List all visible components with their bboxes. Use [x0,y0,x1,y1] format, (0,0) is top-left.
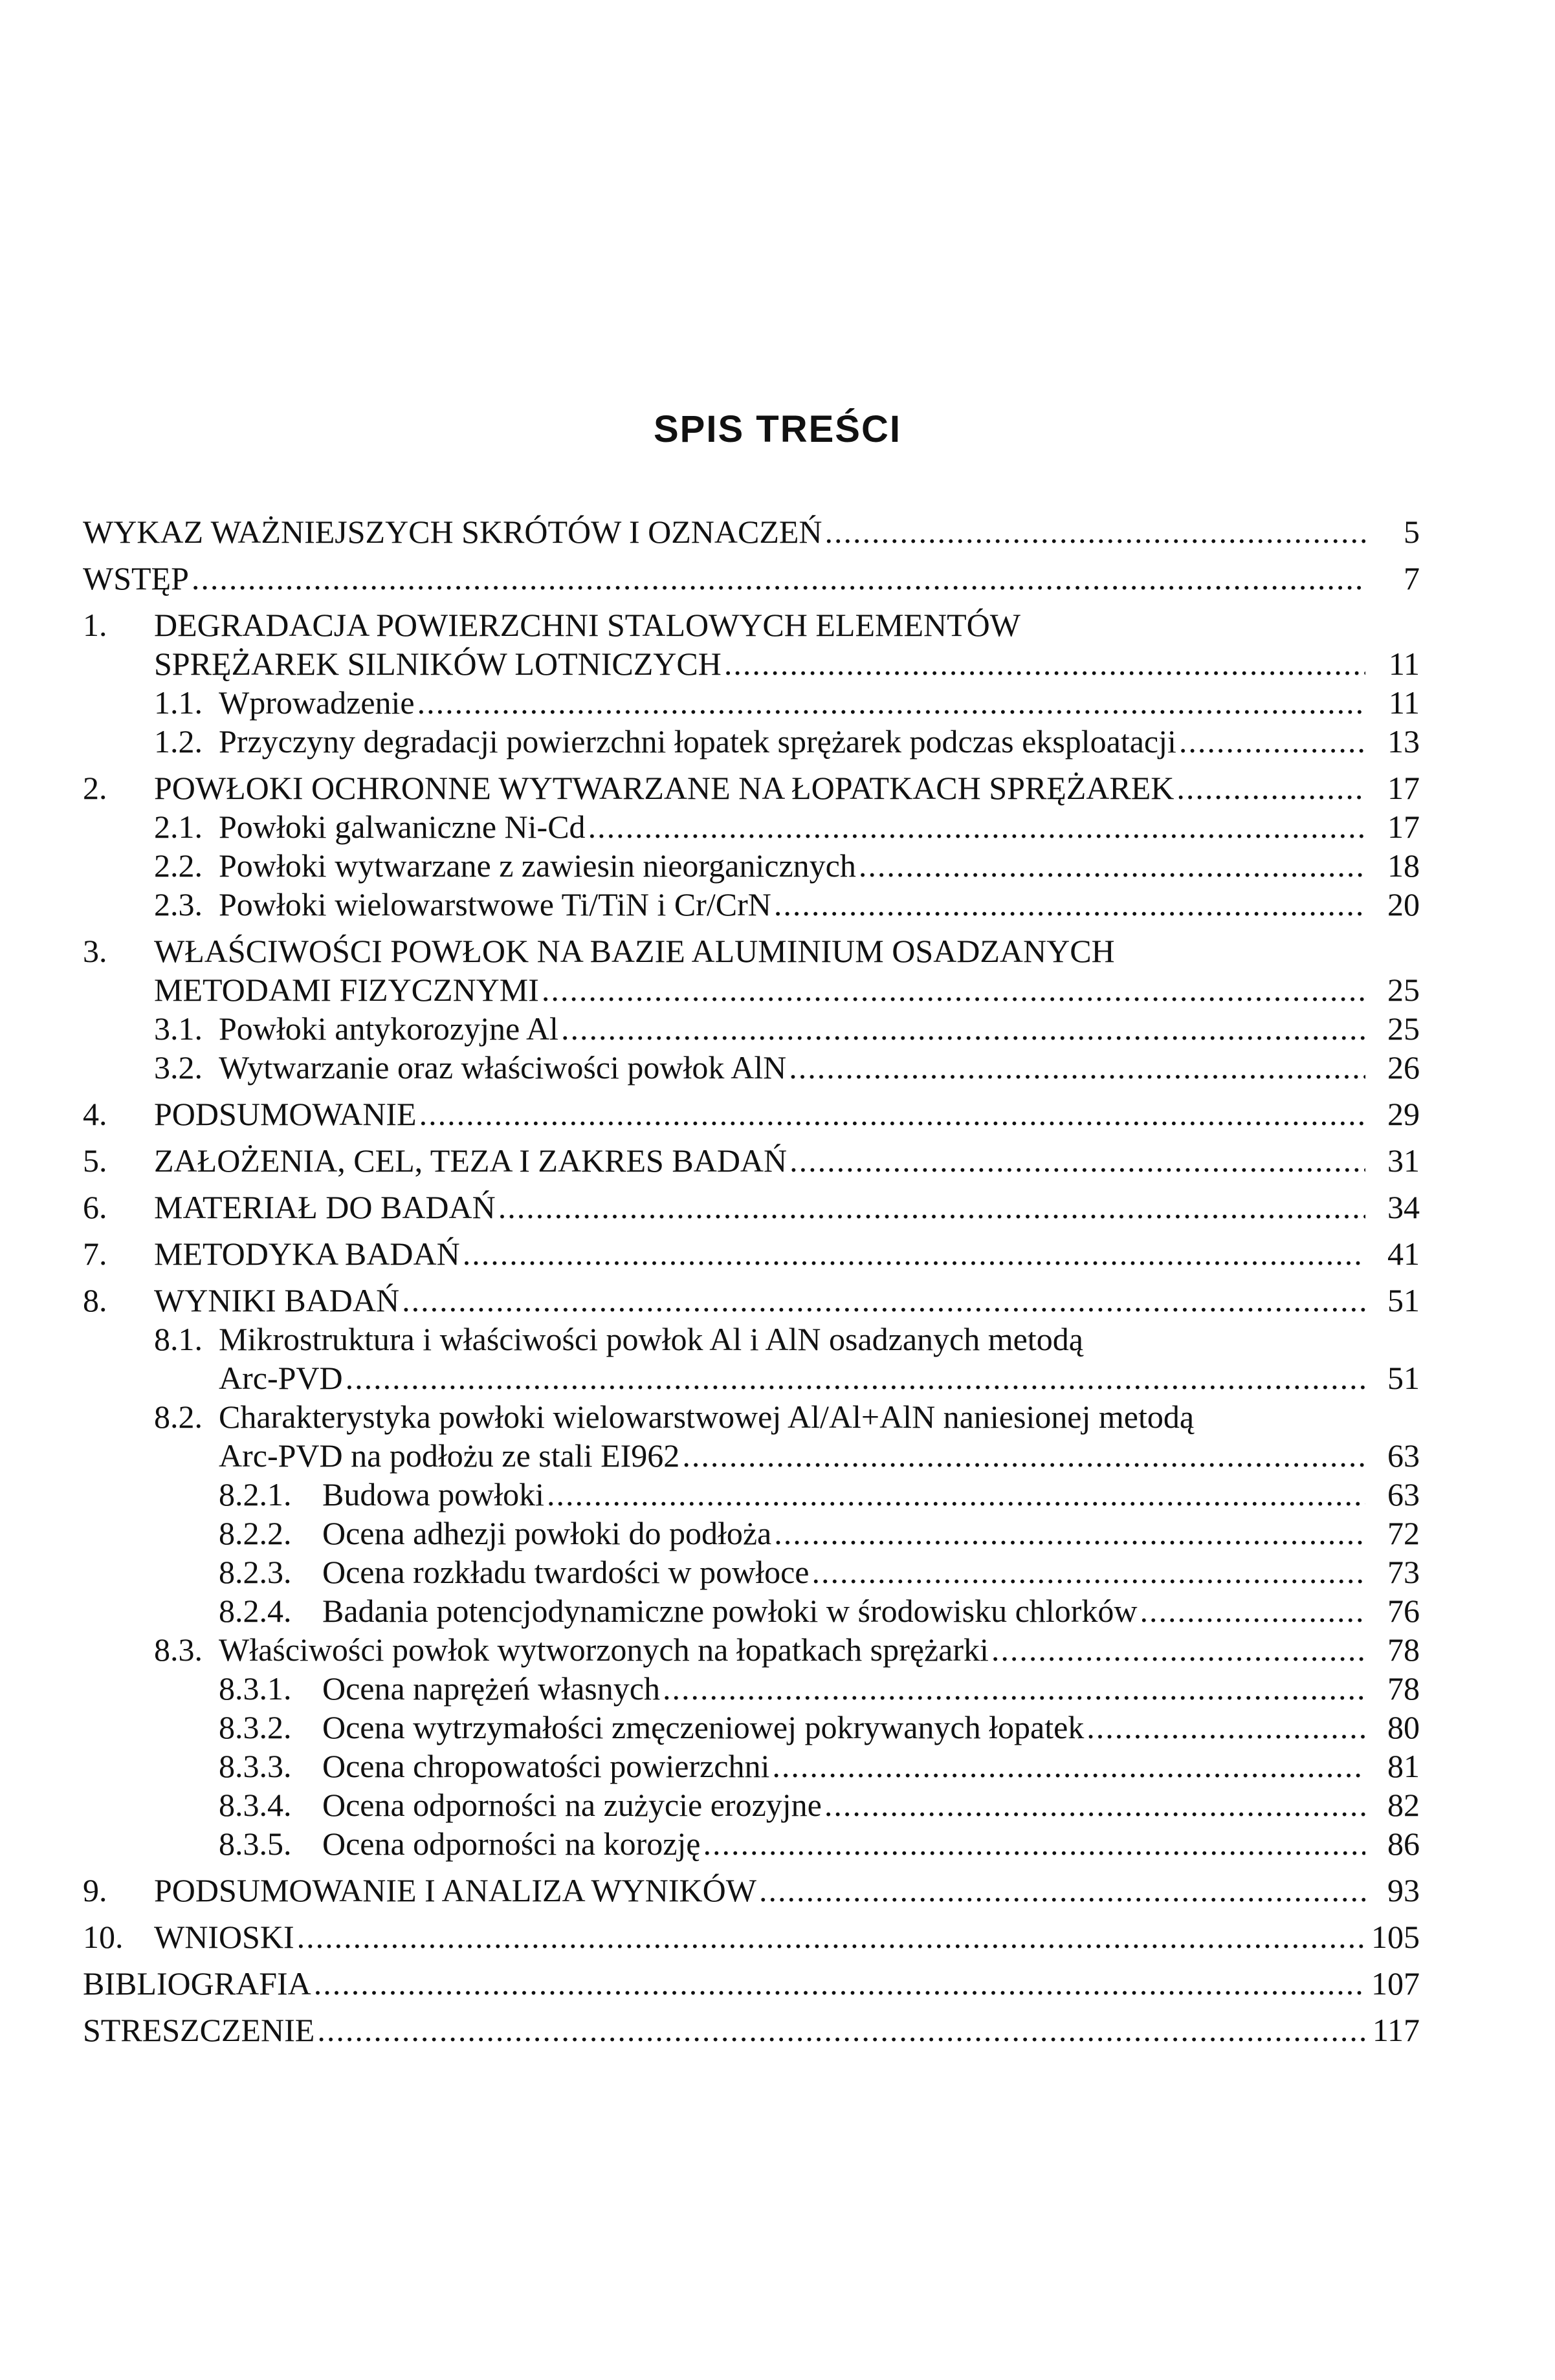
dot-leader [314,1964,1365,2003]
toc-entry[interactable] [83,1141,1420,1180]
toc-entry-text: Ocena adhezji powłoki do podłoża [322,1515,772,1551]
toc-entry-page: 86 [1387,1826,1420,1862]
toc-entry-text: Arc-PVD [219,1360,343,1396]
toc-entry-number: 8. [83,1282,107,1318]
toc-entry-continuation[interactable] [83,1436,1420,1475]
dot-leader [588,807,1365,846]
toc-entry-page: 17 [1387,809,1420,845]
dot-leader [1086,1708,1365,1747]
toc-entry[interactable] [83,606,1420,644]
toc-entry[interactable] [83,683,1420,722]
dot-leader [859,846,1365,885]
toc-entry-page: 51 [1387,1282,1420,1318]
toc-entry-page: 25 [1387,1010,1420,1047]
toc-entry-page: 107 [1371,1965,1420,2002]
toc-entry[interactable] [83,1188,1420,1227]
toc-entry[interactable] [83,1917,1420,1956]
toc-entry[interactable] [83,1871,1420,1910]
dot-leader [682,1436,1365,1475]
dot-leader [789,1048,1365,1087]
toc-entry-page: 41 [1387,1236,1420,1272]
toc-entry-continuation[interactable] [83,970,1420,1009]
dot-leader [547,1475,1365,1514]
toc-entry-page: 31 [1387,1142,1420,1179]
toc-entry-text-line1: DEGRADACJA POWIERZCHNI STALOWYCH ELEMENTÓW [154,607,1020,643]
toc-entry-number: 5. [83,1142,107,1179]
toc-entry-text: Powłoki antykorozyjne Al [219,1010,558,1047]
toc-entry[interactable] [83,1048,1420,1087]
toc-entry-number: 8.2. [154,1399,203,1435]
toc-entry-text: Arc-PVD na podłożu ze stali EI962 [219,1437,680,1474]
toc-entry[interactable] [83,1095,1420,1133]
toc-entry-number: 8.1. [154,1321,203,1357]
toc-entry-number: 2.1. [154,809,203,845]
toc-entry-page: 78 [1387,1670,1420,1707]
dot-leader [1179,722,1365,761]
toc-entry-page: 13 [1387,723,1420,759]
toc-entry[interactable] [83,1824,1420,1863]
toc-entry-text: PODSUMOWANIE I ANALIZA WYNIKÓW [154,1872,756,1908]
toc-entry[interactable] [83,1747,1420,1785]
toc-entry-text: WSTĘP [83,560,189,596]
toc-entry[interactable] [83,1281,1420,1320]
toc-entry-text: BIBLIOGRAFIA [83,1965,311,2002]
dot-leader [192,559,1365,598]
toc-entry-text-line1: Mikrostruktura i właściwości powłok Al i AlN osadzanych metodą [219,1321,1083,1357]
toc-entry-page: 72 [1387,1515,1420,1551]
dot-leader [824,1785,1365,1824]
toc-entry-page: 11 [1388,684,1420,721]
dot-leader [789,1141,1365,1180]
toc-entry-text: Budowa powłoki [322,1476,545,1512]
toc-entry-number: 3.1. [154,1010,203,1047]
toc-entry-number: 4. [83,1096,107,1132]
toc-entry[interactable] [83,512,1420,551]
toc-entry[interactable] [83,769,1420,807]
toc-entry-number: 3.2. [154,1049,203,1086]
toc-entry-number: 8.3.2. [219,1709,292,1745]
toc-entry-page: 26 [1387,1049,1420,1086]
toc-entry-text: Ocena odporności na korozję [322,1826,701,1862]
dot-leader [542,970,1365,1009]
dot-leader [825,512,1365,551]
toc-entry-number: 6. [83,1189,107,1225]
toc-entry-text: Właściwości powłok wytworzonych na łopatkach sprężarki [219,1632,989,1668]
dot-leader [417,683,1365,722]
toc-entry-page: 63 [1387,1476,1420,1512]
toc-entry[interactable] [83,1964,1420,2003]
toc-entry-page: 5 [1404,514,1420,550]
toc-entry-text: Ocena odporności na zużycie erozyjne [322,1787,822,1823]
dot-leader [703,1824,1366,1863]
toc-entry-text: Powłoki wytwarzane z zawiesin nieorganicznych [219,847,856,884]
toc-entry-number: 8.3. [154,1632,203,1668]
dot-leader [991,1630,1365,1669]
toc-entry-page: 51 [1387,1360,1420,1396]
toc-entry[interactable] [83,1785,1420,1824]
toc-entry-page: 78 [1387,1632,1420,1668]
dot-leader [297,1917,1365,1956]
toc-entry-page: 82 [1387,1787,1420,1823]
dot-leader [774,885,1365,924]
dot-leader [419,1095,1365,1133]
dot-leader [498,1188,1365,1227]
toc-entry-text: Wprowadzenie [219,684,415,721]
toc-entry[interactable] [83,1591,1420,1630]
toc-entry-page: 17 [1387,770,1420,806]
dot-leader [1176,769,1365,807]
toc-entry-page: 63 [1387,1437,1420,1474]
toc-entry-number: 1.1. [154,684,203,721]
toc-entry-number: 8.3.5. [219,1826,292,1862]
toc-entry-text: STRESZCZENIE [83,2012,315,2048]
dot-leader [759,1871,1365,1910]
toc-entry-text: Ocena naprężeń własnych [322,1670,660,1707]
dot-leader [812,1553,1366,1591]
toc-entry-page: 117 [1372,2012,1420,2048]
toc-entry-text: METODYKA BADAŃ [154,1236,460,1272]
toc-entry[interactable] [83,846,1420,885]
toc-entry-number: 7. [83,1236,107,1272]
toc-entry-text: WYNIKI BADAŃ [154,1282,400,1318]
toc-entry-number: 8.3.3. [219,1748,292,1784]
toc-entry-text: Przyczyny degradacji powierzchni łopatek sprężarek podczas eksploatacji [219,723,1176,759]
toc-entry-text: SPRĘŻAREK SILNIKÓW LOTNICZYCH [154,646,722,682]
toc-entry-text: Ocena chropowatości powierzchni [322,1748,770,1784]
toc-entry-text: Wytwarzanie oraz właściwości powłok AlN [219,1049,787,1086]
toc-entry[interactable] [83,885,1420,924]
toc-entry-text-line1: WŁAŚCIWOŚCI POWŁOK NA BAZIE ALUMINIUM OSADZANYCH [154,933,1115,969]
toc-entry-continuation[interactable] [83,1359,1420,1397]
toc-entry-page: 7 [1404,560,1420,596]
dot-leader [402,1281,1365,1320]
toc-entry-text: METODAMI FIZYCZNYMI [154,972,539,1008]
toc-entry[interactable] [83,559,1420,598]
toc-entry-number: 8.2.2. [219,1515,292,1551]
toc-entry[interactable] [83,807,1420,846]
page-title: SPIS TREŚCI [654,408,901,450]
dot-leader [774,1514,1365,1553]
toc-entry-text-line1: Charakterystyka powłoki wielowarstwowej Al/Al+AlN naniesionej metodą [219,1399,1195,1435]
dot-leader [724,644,1365,683]
dot-leader [772,1747,1365,1785]
toc-entry-continuation[interactable] [83,644,1420,683]
toc-entry-page: 11 [1388,646,1420,682]
toc-entry-number: 8.2.4. [219,1593,292,1629]
toc-entry-number: 9. [83,1872,107,1908]
toc-entry-number: 8.2.3. [219,1554,292,1590]
toc-entry[interactable] [83,1320,1420,1359]
toc-entry-number: 1.2. [154,723,203,759]
toc-entry-number: 8.3.4. [219,1787,292,1823]
toc-entry-text: Ocena wytrzymałości zmęczeniowej pokrywanych łopatek [322,1709,1085,1745]
toc-entry-page: 29 [1387,1096,1420,1132]
dot-leader [1140,1591,1365,1630]
table-of-contents [83,512,1420,2049]
toc-entry[interactable] [83,1669,1420,1708]
toc-entry-page: 20 [1387,886,1420,923]
toc-entry-number: 2. [83,770,107,806]
toc-entry-number: 8.2.1. [219,1476,292,1512]
toc-entry-page: 81 [1387,1748,1420,1784]
dot-leader [317,2011,1365,2049]
dot-leader [561,1009,1365,1048]
toc-entry[interactable] [83,1009,1420,1048]
toc-entry-page: 25 [1387,972,1420,1008]
toc-entry[interactable] [83,1514,1420,1553]
toc-entry-text: POWŁOKI OCHRONNE WYTWARZANE NA ŁOPATKACH SPRĘŻAREK [154,770,1175,806]
toc-entry-page: 76 [1387,1593,1420,1629]
dot-leader [663,1669,1365,1708]
toc-entry-text: Badania potencjodynamiczne powłoki w środowisku chlorków [322,1593,1138,1629]
toc-entry[interactable] [83,722,1420,761]
toc-entry-number: 8.3.1. [219,1670,292,1707]
toc-entry[interactable] [83,2011,1420,2049]
toc-entry-text: Ocena rozkładu twardości w powłoce [322,1554,810,1590]
toc-entry[interactable] [83,1553,1420,1591]
toc-entry-number: 2.3. [154,886,203,923]
toc-entry-text: WNIOSKI [154,1919,294,1955]
toc-entry[interactable] [83,1475,1420,1514]
dot-leader [346,1359,1365,1397]
toc-entry-page: 18 [1387,847,1420,884]
toc-entry-page: 34 [1387,1189,1420,1225]
toc-entry-text: PODSUMOWANIE [154,1096,417,1132]
dot-leader [463,1234,1365,1273]
toc-entry-page: 105 [1371,1919,1420,1955]
toc-entry-page: 93 [1387,1872,1420,1908]
toc-entry[interactable] [83,1630,1420,1669]
toc-entry-number: 2.2. [154,847,203,884]
toc-entry-text: ZAŁOŻENIA, CEL, TEZA I ZAKRES BADAŃ [154,1142,788,1179]
toc-entry-number: 3. [83,933,107,969]
toc-entry-text: Powłoki galwaniczne Ni-Cd [219,809,586,845]
toc-entry-text: WYKAZ WAŻNIEJSZYCH SKRÓTÓW I OZNACZEŃ [83,514,822,550]
toc-entry[interactable] [83,1708,1420,1747]
toc-entry[interactable] [83,1397,1420,1436]
toc-entry-text: Powłoki wielowarstwowe Ti/TiN i Cr/CrN [219,886,771,923]
toc-entry[interactable] [83,1234,1420,1273]
toc-entry-page: 73 [1387,1554,1420,1590]
toc-entry-number: 10. [83,1919,124,1955]
toc-entry-page: 80 [1387,1709,1420,1745]
toc-entry[interactable] [83,932,1420,970]
toc-entry-number: 1. [83,607,107,643]
toc-entry-text: MATERIAŁ DO BADAŃ [154,1189,496,1225]
